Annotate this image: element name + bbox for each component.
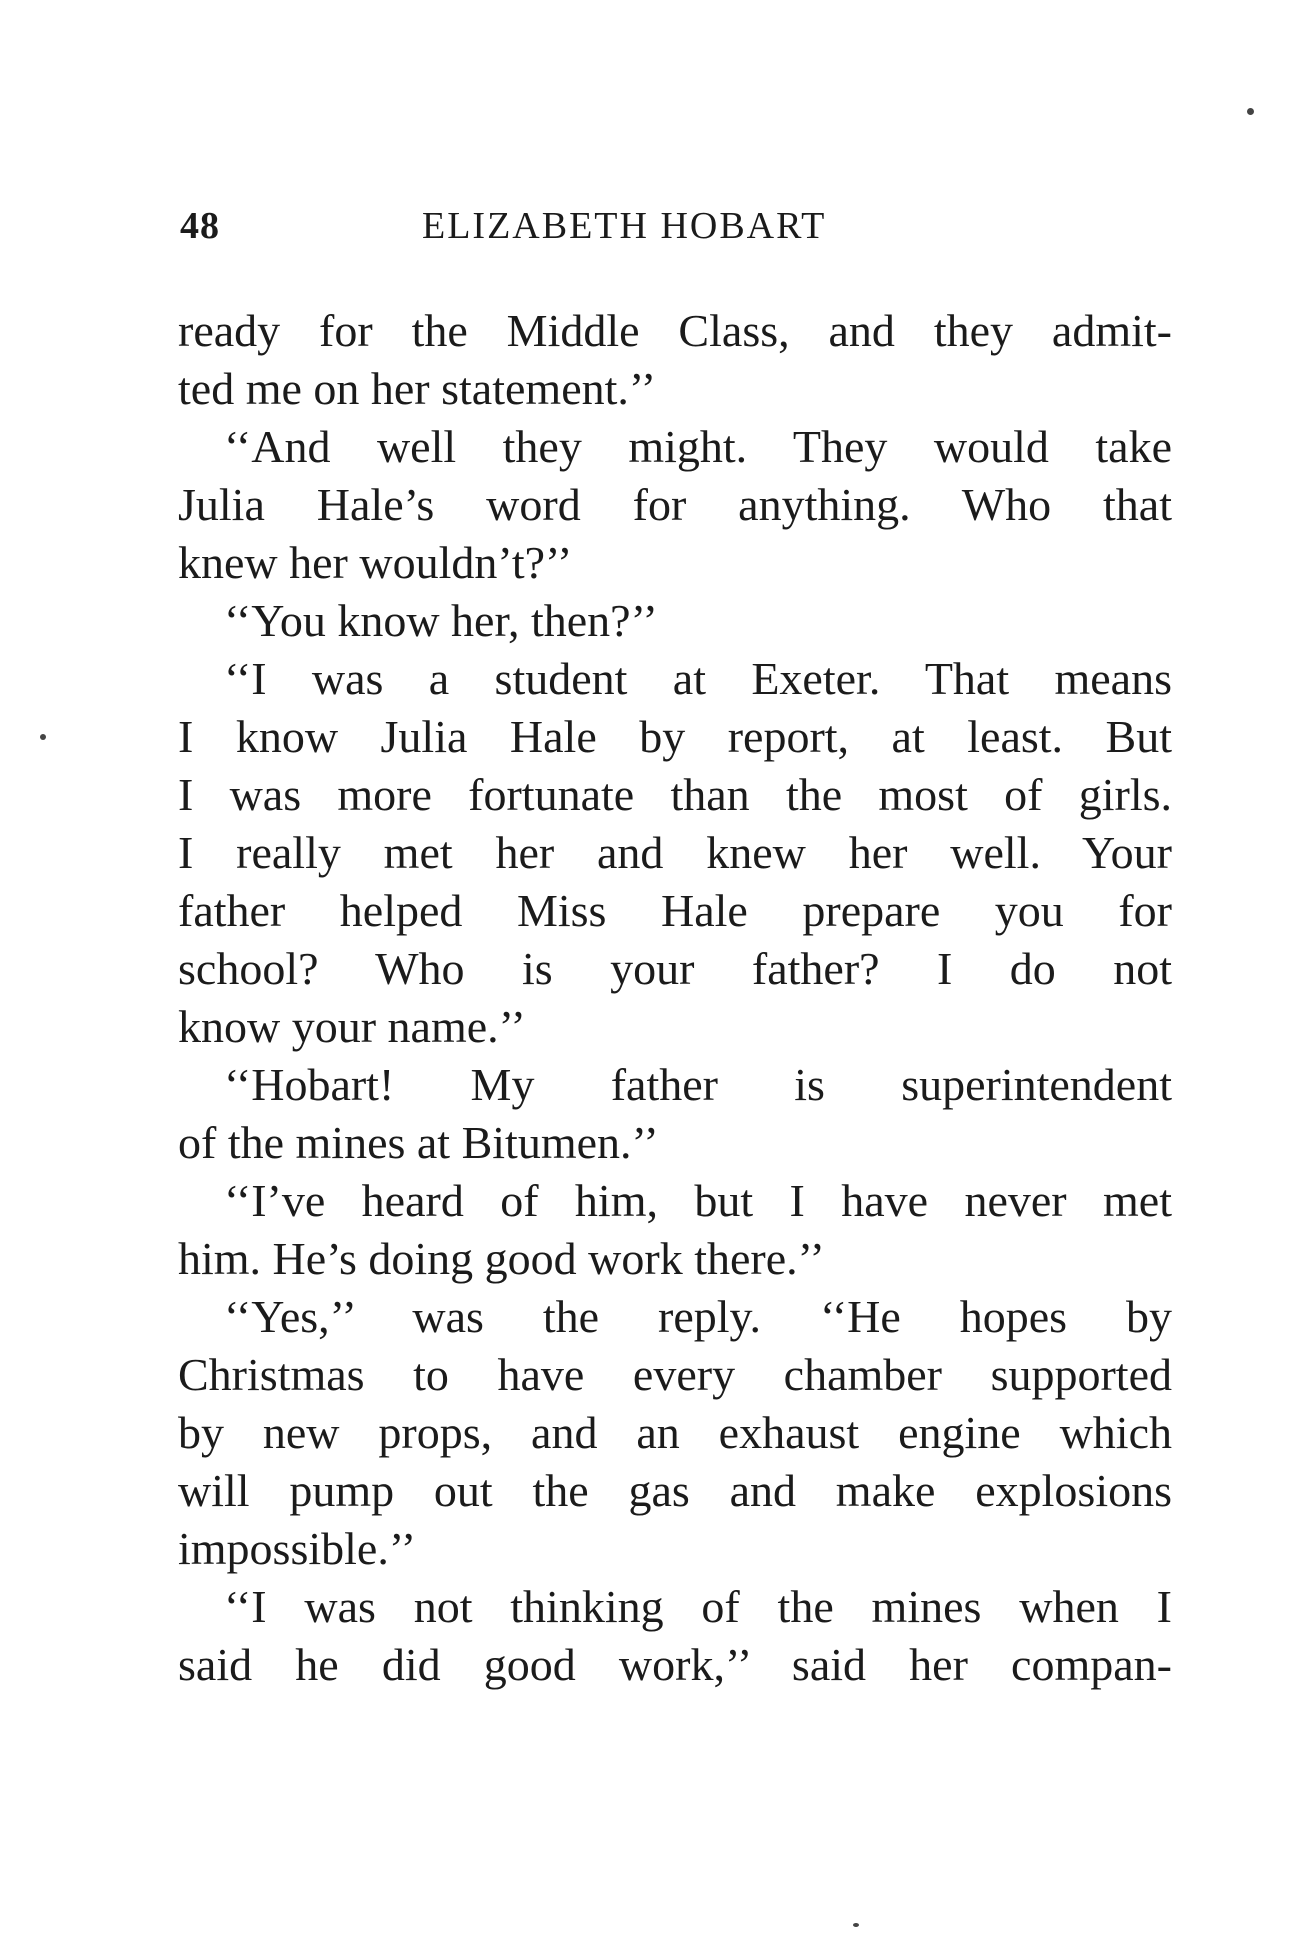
text-line: ‘‘I’ve heard of him, but I have never met bbox=[224, 1175, 1172, 1226]
text-line: of the mines at Bitumen.’’ bbox=[178, 1117, 659, 1168]
text-line: father helped Miss Hale prepare you for bbox=[178, 885, 1172, 936]
text-line: Christmas to have every chamber supported bbox=[178, 1349, 1172, 1400]
ink-speck bbox=[853, 1923, 859, 1927]
text-line: said he did good work,’’ said her compan- bbox=[178, 1639, 1172, 1690]
text-line: Julia Hale’s word for anything. Who that bbox=[178, 479, 1172, 530]
text-line: ready for the Middle Class, and they admit- bbox=[178, 305, 1172, 356]
text-line: I know Julia Hale by report, at least. But bbox=[178, 711, 1172, 762]
text-line: I really met her and knew her well. Your bbox=[178, 827, 1172, 878]
text-line: him. He’s doing good work there.’’ bbox=[178, 1233, 825, 1284]
text-line: will pump out the gas and make explosions bbox=[178, 1465, 1172, 1516]
body-text bbox=[178, 302, 1172, 1694]
running-head: ELIZABETH HOBART bbox=[422, 205, 827, 247]
page-number: 48 bbox=[180, 205, 220, 247]
text-line: ‘‘I was not thinking of the mines when I bbox=[224, 1581, 1172, 1632]
text-line: knew her wouldn’t?’’ bbox=[178, 537, 573, 588]
text-line: by new props, and an exhaust engine which bbox=[178, 1407, 1172, 1458]
text-line: impossible.’’ bbox=[178, 1523, 417, 1574]
text-line: ‘‘I was a student at Exeter. That means bbox=[224, 653, 1172, 704]
text-line: ‘‘Yes,’’ was the reply. ‘‘He hopes by bbox=[224, 1291, 1172, 1342]
ink-speck bbox=[1247, 108, 1254, 115]
page-header bbox=[172, 204, 1172, 264]
text-line: ‘‘And well they might. They would take bbox=[224, 421, 1172, 472]
text-line: school? Who is your father? I do not bbox=[178, 943, 1172, 994]
text-line: know your name.’’ bbox=[178, 1001, 526, 1052]
ink-speck bbox=[40, 734, 46, 740]
text-line: ‘‘You know her, then?’’ bbox=[224, 595, 658, 646]
text-line: ted me on her statement.’’ bbox=[178, 363, 657, 414]
text-line: ‘‘Hobart! My father is superintendent bbox=[224, 1059, 1172, 1110]
text-line: I was more fortunate than the most of girls. bbox=[178, 769, 1172, 820]
